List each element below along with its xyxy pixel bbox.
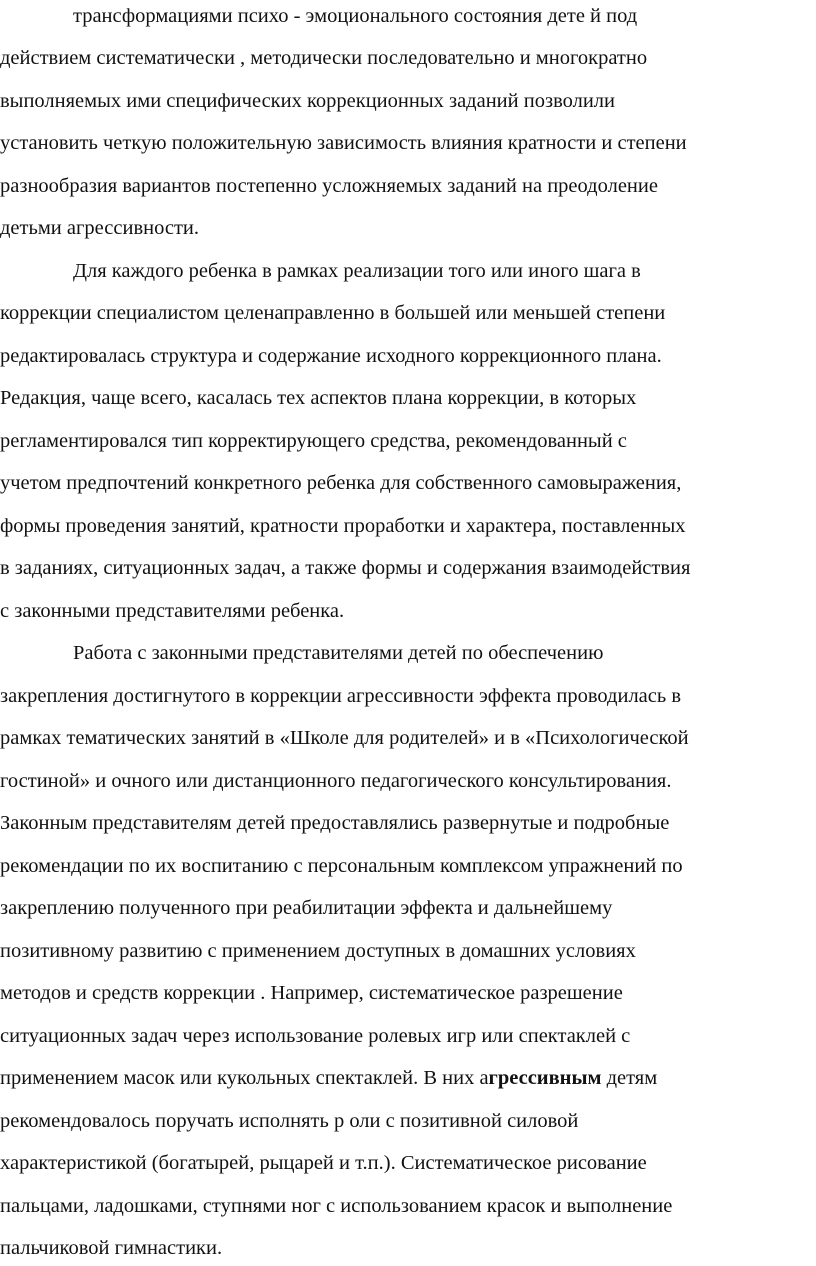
text-line-10: Редакция, чаще всего, касалась тех аспектов плана коррекции, в которых: [0, 387, 637, 409]
text-line-22: закреплению полученного при реабилитации эффекта и дальнейшему: [0, 897, 613, 919]
text-line-24: методов и средств коррекции . Например, систематическое разрешение: [0, 982, 623, 1004]
text-line-29: пальцами, ладошками, ступнями ног с использованием красок и выполнение: [0, 1195, 673, 1217]
text-line-26-start: применением масок или кукольных спектаклей. В них а: [0, 1067, 489, 1089]
text-line-6: детьми агрессивности.: [0, 217, 200, 239]
text-line-25: ситуационных задач через использование ролевых игр или спектаклей с: [0, 1025, 631, 1047]
text-line-2: действием систематически , методически последовательно и многократно: [0, 47, 648, 69]
text-line-23: позитивному развитию с применением доступных в домашних условиях: [0, 940, 636, 962]
text-line-20: Законным представителям детей предоставлялись развернутые и подробные: [0, 812, 670, 834]
text-line-7: Для каждого ребенка в рамках реализации того или иного шага в: [73, 260, 641, 282]
text-line-8: коррекции специалистом целенаправленно в большей или меньшей степени: [0, 302, 666, 324]
text-line-4: установить четкую положительную зависимость влияния кратности и степени: [0, 132, 687, 154]
text-line-14: в заданиях, ситуационных задач, а также формы и содержания взаимодействия: [0, 557, 691, 579]
text-line-26-end: детям: [601, 1067, 658, 1089]
text-line-13: формы проведения занятий, кратности проработки и характера, поставленных: [0, 515, 686, 537]
text-line-17: закрепления достигнутого в коррекции агрессивности эффекта проводилась в: [0, 685, 682, 707]
text-line-27: рекомендовалось поручать исполнять р оли с позитивной силовой: [0, 1110, 579, 1132]
text-line-1: трансформациями психо - эмоционального состояния дете й под: [73, 5, 638, 27]
bold-word: грессивным: [488, 1067, 602, 1089]
text-line-19: гостиной» и очного или дистанционного педагогического консультирования.: [0, 770, 672, 792]
text-line-16: Работа с законными представителями детей по обеспечению: [73, 642, 604, 664]
text-line-11: регламентировался тип корректирующего средства, рекомендованный с: [0, 430, 627, 452]
text-line-3: выполняемых ими специфических коррекционных заданий позволили: [0, 90, 615, 112]
text-line-21: рекомендации по их воспитанию с персональным комплексом упражнений по: [0, 855, 683, 877]
text-line-26: [0, 1063, 657, 1093]
text-line-9: редактировалась структура и содержание исходного коррекционного плана.: [0, 345, 662, 367]
text-line-30: пальчиковой гимнастики.: [0, 1237, 223, 1259]
text-line-15: с законными представителями ребенка.: [0, 600, 345, 622]
text-line-28: характеристикой (богатырей, рыцарей и т.п.). Систематическое рисование: [0, 1152, 647, 1174]
text-line-18: рамках тематических занятий в «Школе для родителей» и в «Психологической: [0, 727, 689, 749]
text-line-5: разнообразия вариантов постепенно усложняемых заданий на преодоление: [0, 175, 658, 197]
text-line-12: учетом предпочтений конкретного ребенка для собственного самовыражения,: [0, 472, 682, 494]
